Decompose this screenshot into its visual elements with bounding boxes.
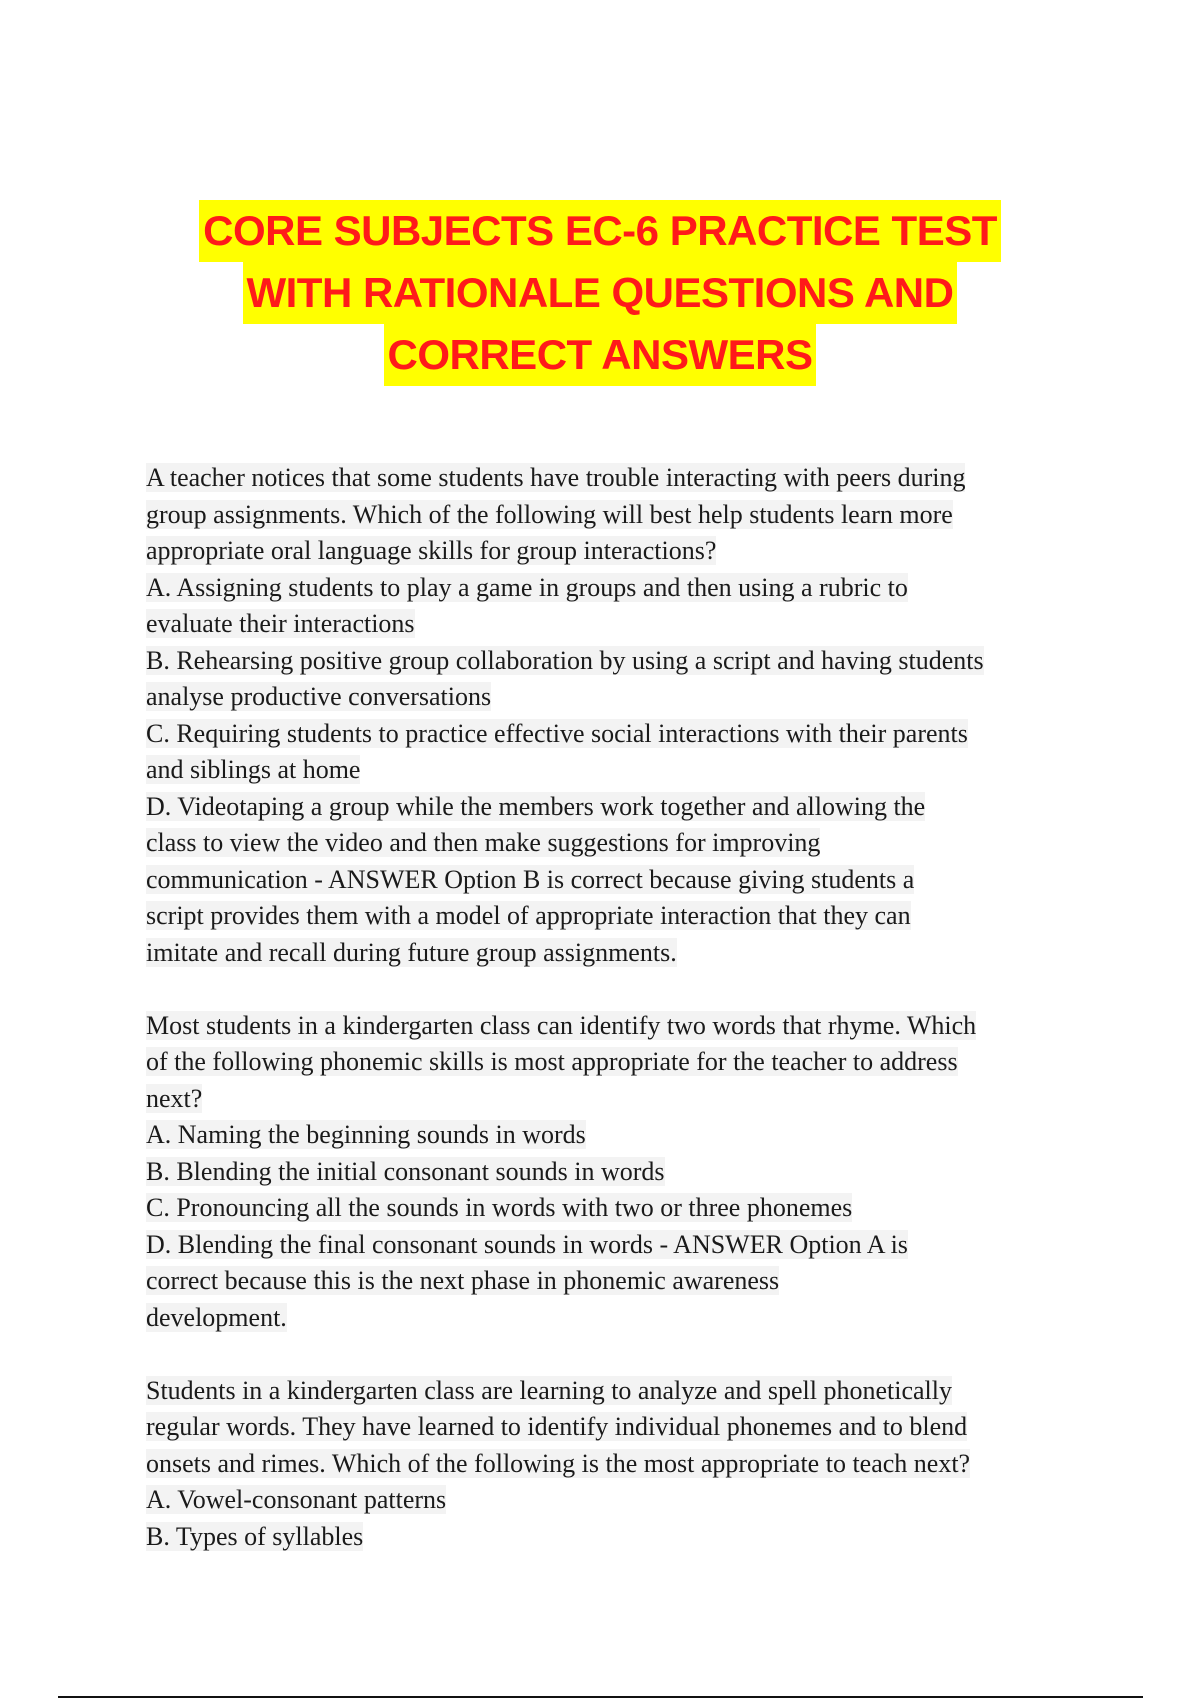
text-line xyxy=(146,533,1076,570)
text-line xyxy=(146,898,1076,935)
text-line xyxy=(146,935,1076,972)
text-line-content: analyse productive conversations xyxy=(146,682,492,711)
text-line-content: group assignments. Which of the following will best help students learn more xyxy=(146,499,953,529)
title-line xyxy=(0,262,1200,324)
text-line xyxy=(146,1373,1076,1410)
text-line xyxy=(146,1008,1076,1045)
text-line-content: D. Videotaping a group while the members work together and allowing the xyxy=(146,791,926,821)
text-line-content: A. Naming the beginning sounds in words xyxy=(146,1120,586,1149)
text-line xyxy=(146,1446,1076,1483)
text-line xyxy=(146,1482,1076,1519)
text-line xyxy=(146,643,1076,680)
text-line xyxy=(146,606,1076,643)
question-block-3 xyxy=(146,1373,1076,1556)
text-line-content: development. xyxy=(146,1302,287,1332)
text-line xyxy=(146,1154,1076,1191)
text-line-content: B. Types of syllables xyxy=(146,1521,364,1551)
text-line xyxy=(146,497,1076,534)
question-block-1 xyxy=(146,460,1076,971)
text-line-content: A teacher notices that some students have trouble interacting with peers during xyxy=(146,463,966,492)
text-line xyxy=(146,1263,1076,1300)
text-line xyxy=(146,1227,1076,1264)
text-line-content: onsets and rimes. Which of the following is the most appropriate to teach next? xyxy=(146,1448,971,1478)
text-line xyxy=(146,1117,1076,1154)
text-line xyxy=(146,1519,1076,1556)
text-line xyxy=(146,862,1076,899)
text-line xyxy=(146,679,1076,716)
text-line xyxy=(146,1300,1076,1337)
title-line xyxy=(0,324,1200,386)
text-line-content: B. Blending the initial consonant sounds in words xyxy=(146,1156,665,1186)
document-title xyxy=(0,200,1200,386)
text-line-content: Students in a kindergarten class are learning to analyze and spell phonetically xyxy=(146,1375,952,1405)
page-bottom-rule xyxy=(58,1696,1143,1698)
text-line xyxy=(146,825,1076,862)
question-block-2 xyxy=(146,1008,1076,1337)
title-line-text: CORE SUBJECTS EC-6 PRACTICE TEST xyxy=(199,200,1001,262)
text-line-content: evaluate their interactions xyxy=(146,609,415,638)
text-line xyxy=(146,789,1076,826)
text-line-content: A. Assigning students to play a game in groups and then using a rubric to xyxy=(146,572,908,602)
text-line-content: C. Requiring students to practice effective social interactions with their parents xyxy=(146,718,968,748)
text-line-content: A. Vowel-consonant patterns xyxy=(146,1485,447,1514)
text-line-content: class to view the video and then make suggestions for improving xyxy=(146,828,821,857)
text-line-content: next? xyxy=(146,1083,203,1113)
text-line xyxy=(146,1190,1076,1227)
text-line-content: correct because this is the next phase in phonemic awareness xyxy=(146,1266,780,1295)
text-line xyxy=(146,752,1076,789)
text-line-content: of the following phonemic skills is most appropriate for the teacher to address xyxy=(146,1047,958,1076)
text-line-content: appropriate oral language skills for group interactions? xyxy=(146,536,717,565)
text-line xyxy=(146,1044,1076,1081)
text-line-content: Most students in a kindergarten class can identify two words that rhyme. Which xyxy=(146,1010,977,1040)
questions-body xyxy=(146,460,1076,1592)
text-line xyxy=(146,570,1076,607)
text-line xyxy=(146,1081,1076,1118)
text-line-content: imitate and recall during future group assignments. xyxy=(146,937,677,967)
title-line-text: WITH RATIONALE QUESTIONS AND xyxy=(243,262,958,324)
text-line-content: B. Rehearsing positive group collaboration by using a script and having students xyxy=(146,645,984,675)
text-line-content: D. Blending the final consonant sounds in words - ANSWER Option A is xyxy=(146,1229,908,1259)
text-line-content: and siblings at home xyxy=(146,755,361,784)
text-line-content: C. Pronouncing all the sounds in words with two or three phonemes xyxy=(146,1193,853,1222)
text-line-content: regular words. They have learned to identify individual phonemes and to blend xyxy=(146,1412,968,1441)
text-line xyxy=(146,460,1076,497)
title-line xyxy=(0,200,1200,262)
text-line xyxy=(146,716,1076,753)
text-line-content: communication - ANSWER Option B is correct because giving students a xyxy=(146,864,915,894)
text-line xyxy=(146,1409,1076,1446)
title-line-text: CORRECT ANSWERS xyxy=(384,324,817,386)
text-line-content: script provides them with a model of appropriate interaction that they can xyxy=(146,901,911,930)
